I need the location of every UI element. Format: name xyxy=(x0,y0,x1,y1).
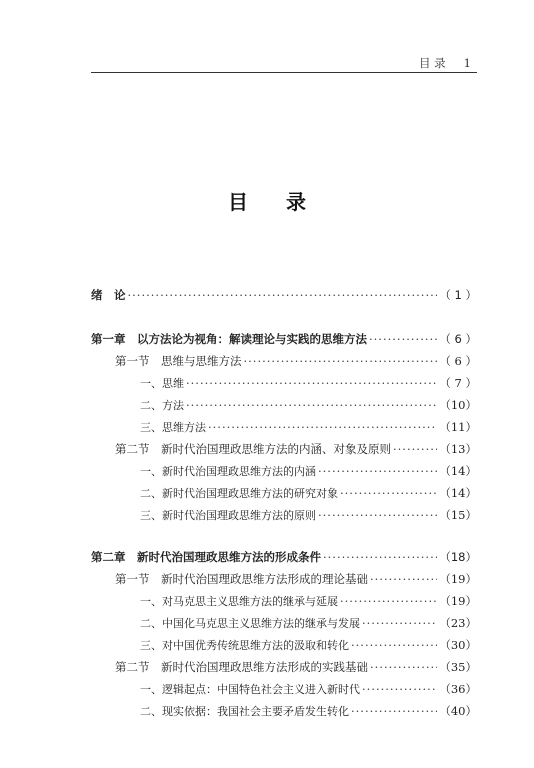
toc-entry-label: 二、中国化马克思主义思维方法的继承与发展 xyxy=(140,617,360,630)
dot-leader xyxy=(318,464,437,478)
toc-entry-page: （30） xyxy=(439,638,477,652)
toc-entry-page: （11） xyxy=(439,420,477,434)
dot-leader xyxy=(186,376,437,390)
toc-entry xyxy=(140,463,477,479)
dot-leader xyxy=(369,332,437,346)
toc-entry-page: （ 7 ） xyxy=(439,376,477,390)
dot-leader xyxy=(318,508,437,522)
toc-entry xyxy=(140,419,477,435)
dot-leader xyxy=(208,420,437,434)
toc-entry xyxy=(140,507,477,523)
dot-leader xyxy=(362,682,437,696)
toc-entry-page: （23） xyxy=(439,616,477,630)
dot-leader xyxy=(323,550,437,564)
toc-entry xyxy=(140,485,477,501)
toc-entry xyxy=(140,681,477,697)
toc-entry-label: 一、新时代治国理政思维方法的内涵 xyxy=(140,465,316,478)
toc-entry xyxy=(140,397,477,413)
toc-entry-page: （14） xyxy=(439,464,477,478)
toc-entry xyxy=(91,331,477,347)
toc-entry-page: （35） xyxy=(439,660,477,674)
toc-entry-page: （13） xyxy=(439,442,477,456)
dot-leader xyxy=(393,442,437,456)
toc-entry-label: 三、对中国优秀传统思维方法的汲取和转化 xyxy=(140,639,349,652)
toc-entry xyxy=(115,353,477,369)
toc-entry xyxy=(140,637,477,653)
page-title: 目录 xyxy=(228,190,344,214)
toc-entry-label: 一、对马克思主义思维方法的继承与延展 xyxy=(140,595,338,608)
toc-entry-label: 一、思维 xyxy=(140,377,184,390)
toc-entry-page: （40） xyxy=(439,704,477,718)
toc-entry-page: （18） xyxy=(439,550,477,564)
dot-leader xyxy=(244,354,438,368)
header-section-title: 目 录 xyxy=(419,56,446,70)
dot-leader xyxy=(370,660,437,674)
header-page-number: 1 xyxy=(463,56,471,70)
toc-entry-page: （36） xyxy=(439,682,477,696)
dot-leader xyxy=(351,704,437,718)
toc-entry xyxy=(140,375,477,391)
dot-leader xyxy=(351,638,437,652)
dot-leader xyxy=(340,594,437,608)
dot-leader xyxy=(340,486,437,500)
toc-entry xyxy=(140,615,477,631)
toc-entry-label: 第二节 新时代治国理政思维方法的内涵、对象及原则 xyxy=(115,442,391,456)
toc-entry-label: 绪 论 xyxy=(91,288,126,302)
toc-entry xyxy=(140,703,477,719)
toc-entry-page: （10） xyxy=(439,398,477,412)
toc-entry-label: 二、新时代治国理政思维方法的研究对象 xyxy=(140,487,338,500)
toc-entry-page: （19） xyxy=(439,572,477,586)
toc-entry xyxy=(115,571,477,587)
dot-leader xyxy=(370,572,437,586)
toc-entry-page: （ 6 ） xyxy=(439,354,477,368)
dot-leader xyxy=(186,398,437,412)
toc-entry-label: 第一章 以方法论为视角：解读理论与实践的思维方法 xyxy=(91,332,367,346)
toc-entry-page: （ 6 ） xyxy=(439,332,477,346)
toc-entry-page: （15） xyxy=(439,508,477,522)
dot-leader xyxy=(128,288,438,302)
toc-entry xyxy=(115,441,477,457)
toc-entry-label: 第一节 新时代治国理政思维方法形成的理论基础 xyxy=(115,572,368,586)
toc-entry-label: 一、逻辑起点：中国特色社会主义进入新时代 xyxy=(140,683,360,696)
toc-entry-label: 三、思维方法 xyxy=(140,421,206,434)
toc-entry-page: （19） xyxy=(439,594,477,608)
toc-entry-page: （ 1 ） xyxy=(439,288,477,302)
toc-entry xyxy=(91,549,477,565)
toc-entry-page: （14） xyxy=(439,486,477,500)
toc-entry-label: 二、现实依据：我国社会主要矛盾发生转化 xyxy=(140,705,349,718)
toc-entry-label: 第二节 新时代治国理政思维方法形成的实践基础 xyxy=(115,660,368,674)
toc-entry-label: 第一节 思维与思维方法 xyxy=(115,354,242,368)
toc-entry-label: 二、方法 xyxy=(140,399,184,412)
toc-entry xyxy=(140,593,477,609)
toc-entry xyxy=(115,659,477,675)
dot-leader xyxy=(362,616,437,630)
toc-entry-label: 第二章 新时代治国理政思维方法的形成条件 xyxy=(91,550,321,564)
toc-entry xyxy=(91,287,477,303)
toc-entry-label: 三、新时代治国理政思维方法的原则 xyxy=(140,509,316,522)
